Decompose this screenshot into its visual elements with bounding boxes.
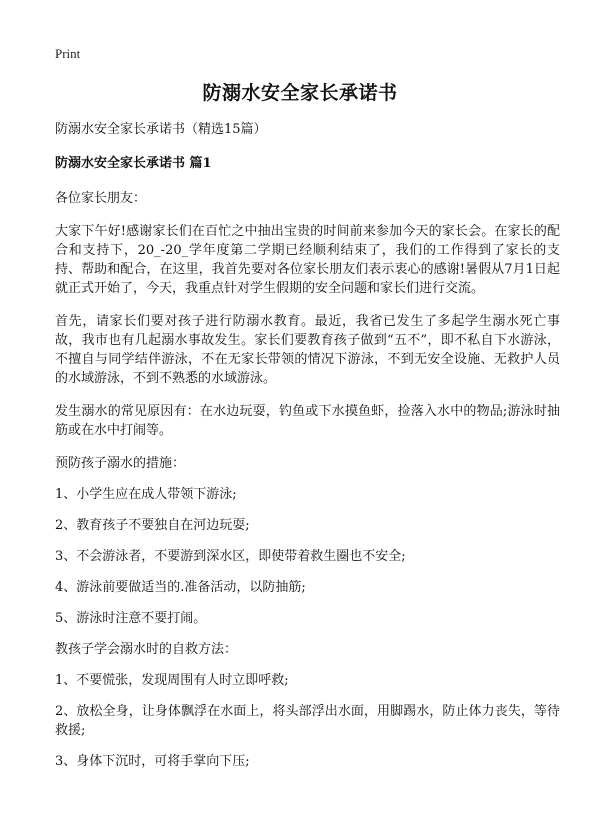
education-paragraph: 首先，请家长们要对孩子进行防溺水教育。最近，我省已发生了多起学生溺水死亡事故，我市也有几起溺水事故发生。家长们要教育孩子做到“五不”，即不私自下水游泳，不擅自与同学结伴游泳，不在无家长带领的情况下游泳，不到无安全设施、无救护人员的水域游泳，不到不熟悉的水域游泳。 xyxy=(55,314,560,386)
section-title: 防溺水安全家长承诺书 篇1 xyxy=(55,156,212,171)
intro-paragraph: 大家下午好!感谢家长们在百忙之中抽出宝贵的时间前来参加今天的家长会。在家长的配合和支持下，20_-20_学年度第二学期已经顺利结束了，我们的工作得到了家长的支持、帮助和配合，在这里，我首先要对各位家长朋友们表示衷心的感谢!暑假从7月1日起就正式开始了，今天，我重点针对学生假期的安全问题和家长们进行交流。 xyxy=(55,224,560,296)
document-subtitle: 防溺水安全家长承诺书（精选15篇） xyxy=(55,122,267,137)
prevention-item: 2、教育孩子不要独自在河边玩耍; xyxy=(55,518,250,533)
self-rescue-item: 2、放松全身，让身体飘浮在水面上，将头部浮出水面，用脚踢水，防止体力丧失，等待救援; xyxy=(55,704,560,738)
document-title: 防溺水安全家长承诺书 xyxy=(202,82,398,104)
self-rescue-item: 1、不要慌张，发现周围有人时立即呼救; xyxy=(55,673,289,688)
prevention-item: 3、不会游泳者，不要游到深水区，即使带着救生圈也不安全; xyxy=(55,549,406,564)
print-label[interactable]: Print xyxy=(55,46,81,61)
prevention-item: 1、小学生应在成人带领下游泳; xyxy=(55,487,237,502)
causes-paragraph: 发生溺水的常见原因有：在水边玩耍，钓鱼或下水摸鱼虾，捡落入水中的物品;游泳时抽筋或在水中打闹等。 xyxy=(55,404,560,438)
prevention-item: 5、游泳时注意不要打闹。 xyxy=(55,611,207,626)
greeting-paragraph: 各位家长朋友： xyxy=(55,191,147,206)
prevention-heading: 预防孩子溺水的措施： xyxy=(55,456,186,471)
self-rescue-item: 3、身体下沉时，可将手掌向下压; xyxy=(55,754,250,769)
self-rescue-heading: 教孩子学会溺水时的自救方法： xyxy=(55,642,238,657)
prevention-item: 4、游泳前要做适当的.准备活动，以防抽筋; xyxy=(55,580,306,595)
document-body xyxy=(55,120,560,783)
